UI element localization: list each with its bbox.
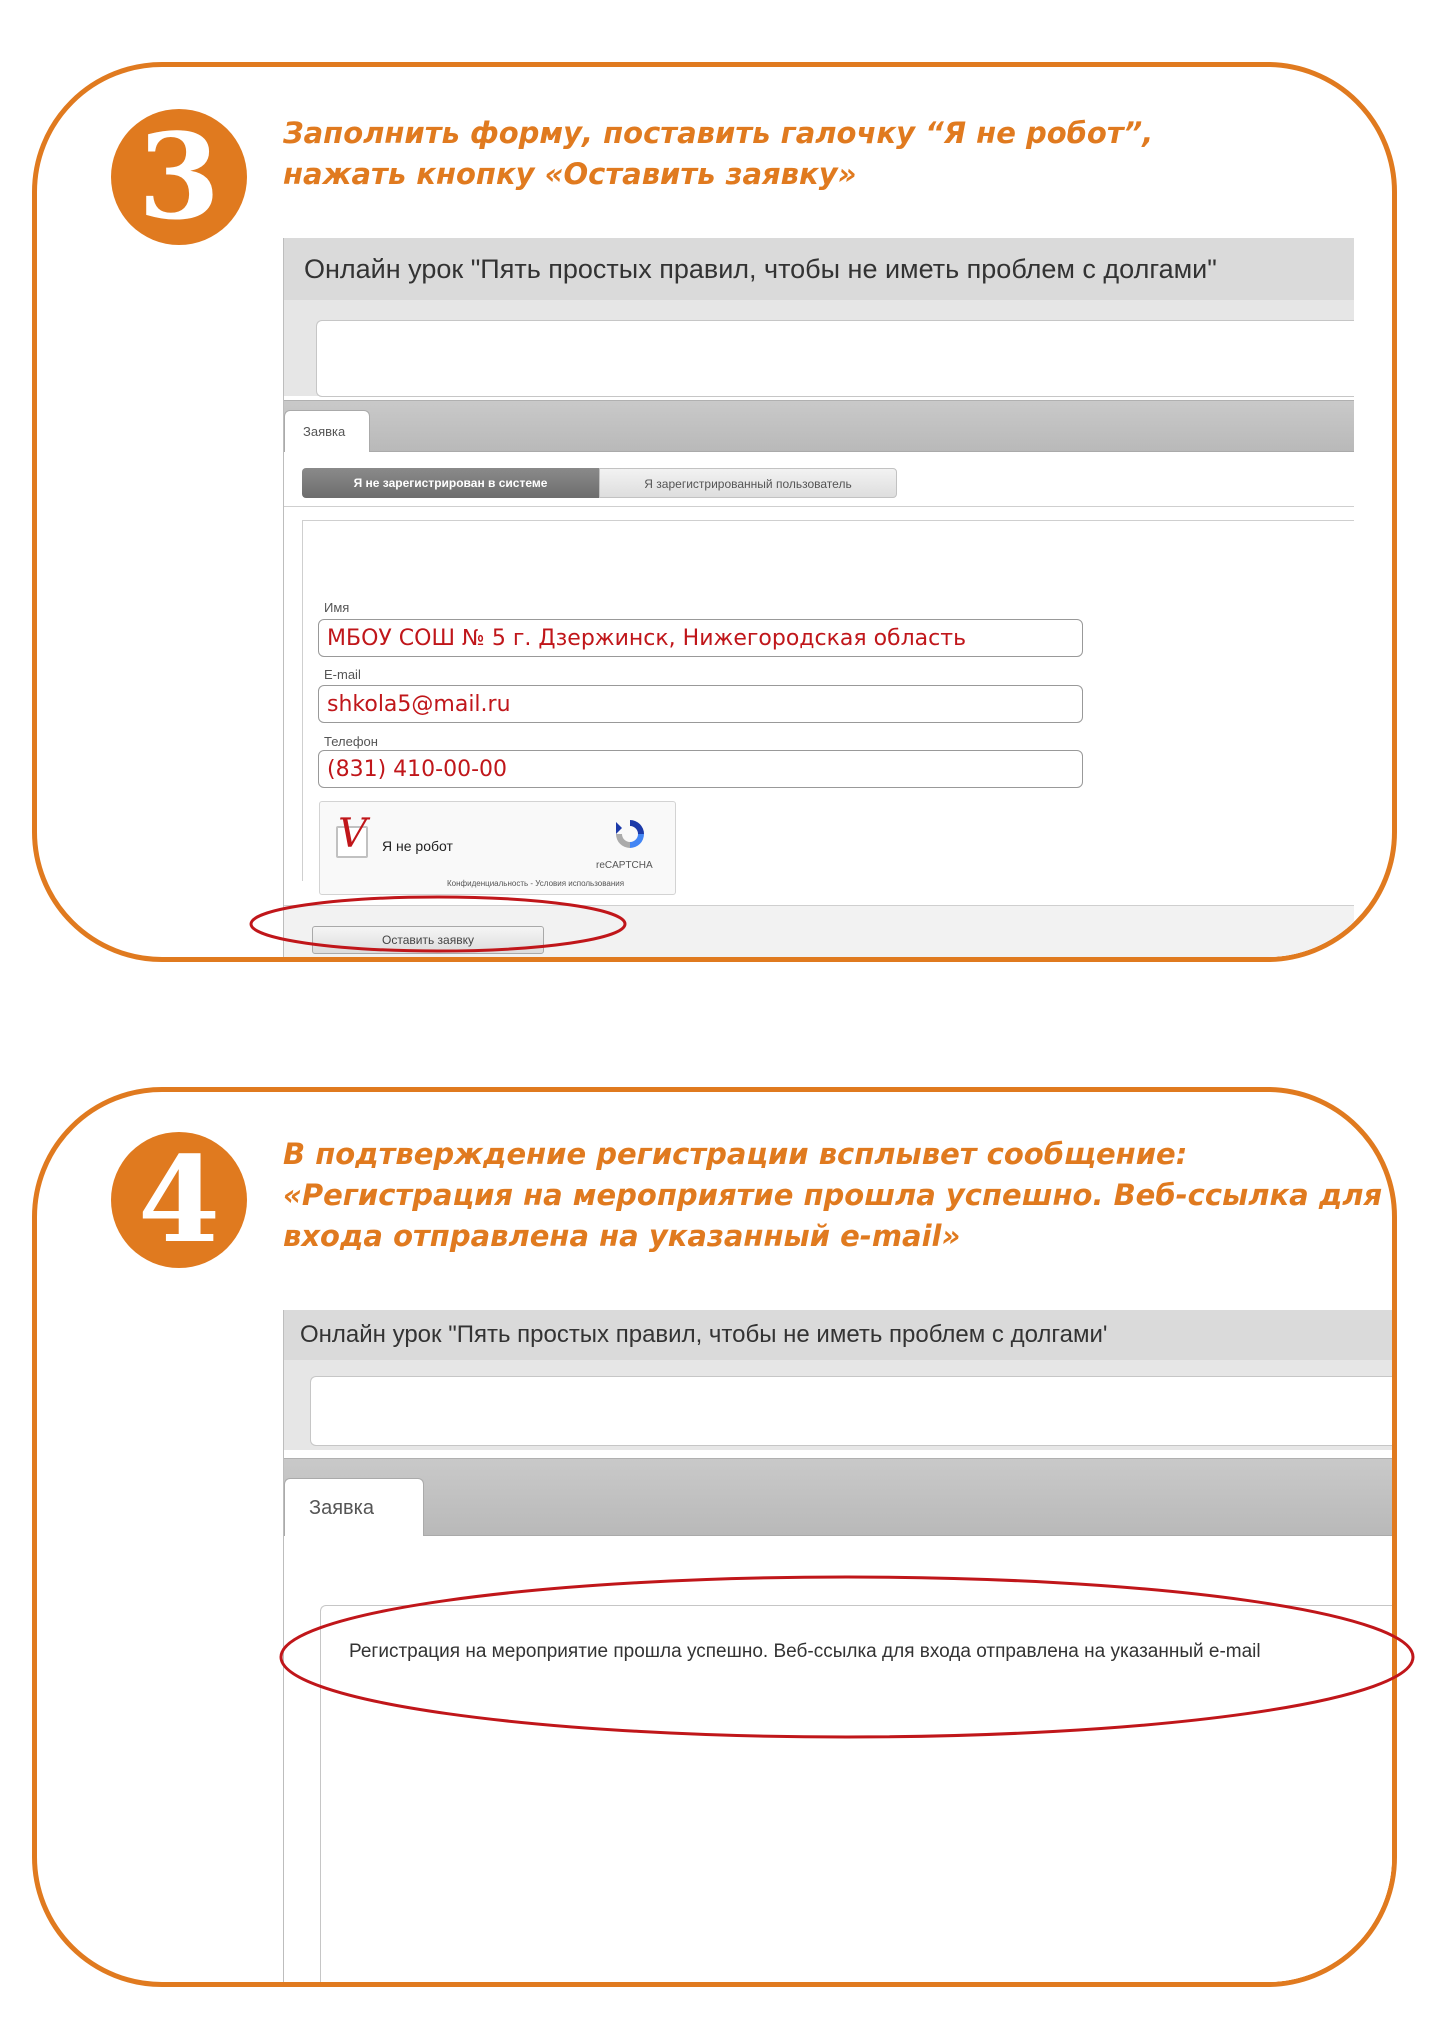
form-screenshot [283,238,1354,962]
confirmation-screenshot [283,1310,1397,1987]
step-4-frame [32,1087,1397,1987]
message-box [320,1605,1397,1987]
tab-application[interactable]: Заявка [284,1478,424,1536]
instruction-line: В подтверждение регистрации всплывет сообщение: [283,1137,1188,1171]
tab-application[interactable]: Заявка [284,410,370,452]
submit-application-button[interactable]: Оставить заявку [312,926,544,954]
recaptcha-logo-icon [612,816,648,852]
name-field[interactable]: МБОУ СОШ № 5 г. Дзержинск, Нижегородская область [318,619,1083,657]
page-title: Онлайн урок "Пять простых правил, чтобы не иметь проблем с долгами" [284,238,1354,300]
recaptcha-widget [319,801,676,895]
step-number-badge: 4 [111,1132,247,1268]
divider [284,506,1354,507]
phone-label: Телефон [324,734,378,749]
page-title: Онлайн урок "Пять простых правил, чтобы не иметь проблем с долгами' [284,1310,1397,1360]
instruction-line: «Регистрация на мероприятие прошла успешно. Веб-ссылка для [283,1178,1383,1212]
recaptcha-terms-link[interactable]: Конфиденциальность - Условия использования [447,879,625,888]
recaptcha-brand: reCAPTCHA [596,860,653,871]
success-message: Регистрация на мероприятие прошла успешно. Веб-ссылка для входа отправлена на указанный e-mail [349,1641,1261,1662]
phone-field[interactable]: (831) 410-00-00 [318,750,1083,788]
empty-banner-box [316,320,1354,397]
tab-strip [284,1458,1397,1536]
step-instruction [283,113,1153,195]
step-3-frame [32,62,1397,962]
step-number-badge: 3 [111,109,247,245]
instruction-line: нажать кнопку «Оставить заявку» [283,157,857,191]
toggle-registered[interactable]: Я зарегистрированный пользователь [599,468,897,498]
instruction-line: входа отправлена на указанный e-mail» [283,1219,961,1253]
empty-banner-box [310,1376,1397,1446]
instruction-line: Заполнить форму, поставить галочку “Я не робот”, [283,116,1154,150]
email-field[interactable]: shkola5@mail.ru [318,685,1083,723]
step-instruction [283,1134,1382,1257]
tab-strip [284,400,1354,452]
toggle-unregistered[interactable]: Я не зарегистрирован в системе [302,468,599,498]
recaptcha-label: Я не робот [382,838,453,854]
email-label: E-mail [324,667,361,682]
form-footer [284,905,1354,962]
name-label: Имя [324,600,350,615]
checkmark-icon: V [338,811,367,857]
